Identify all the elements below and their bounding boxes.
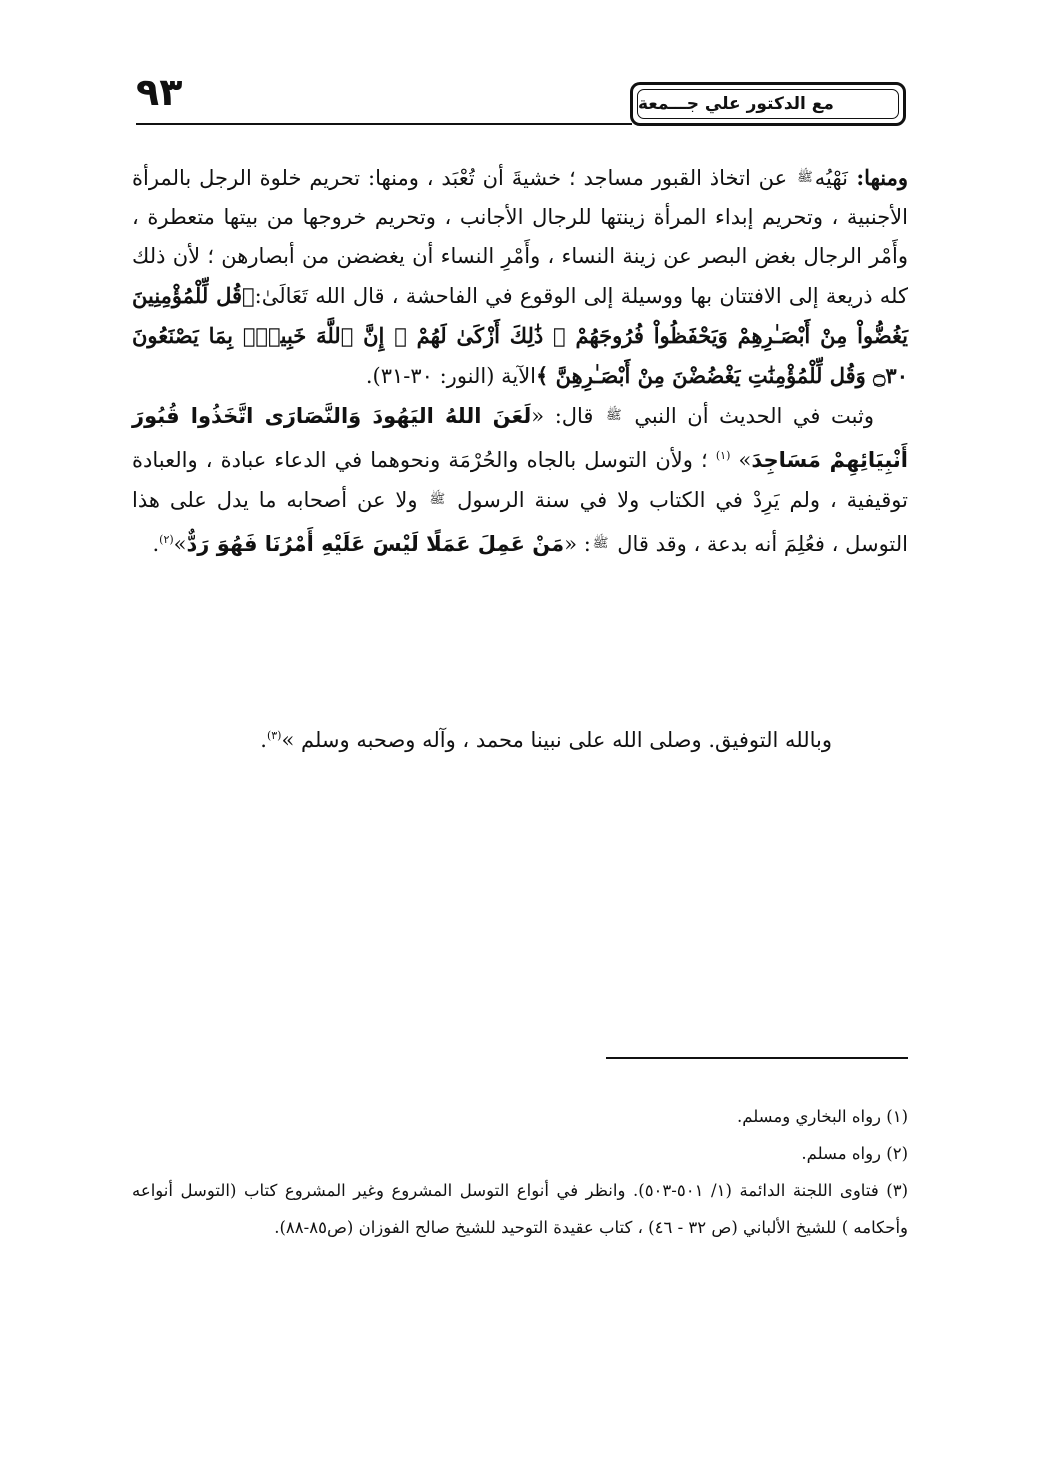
running-title-frame: [630, 82, 906, 126]
paragraph-2-text-a: وثبت في الحديث أن النبي: [634, 404, 874, 428]
paragraph-2-text-h: .: [152, 532, 160, 556]
footnote-1: (١) رواه البخاري ومسلم.: [736, 1107, 908, 1126]
main-text: [132, 158, 908, 564]
footnote-separator: [606, 1057, 908, 1059]
salutation-symbol: ﷺ: [592, 536, 609, 551]
footnotes: [132, 1098, 908, 1246]
paragraph-2-text-g: »: [173, 532, 187, 556]
paragraph-1: [132, 158, 908, 396]
footnote-ref-1: (١): [715, 449, 731, 462]
paragraph-1-text-a: نَهْيُه: [814, 166, 848, 190]
paragraph-2-text-c: »: [738, 448, 752, 472]
paragraph-2: [132, 396, 908, 564]
running-title: مع الدكتور علي جـــمعة: [637, 89, 899, 119]
quran-reference: الآية (النور: ٣٠-٣١).: [365, 364, 537, 388]
salutation-symbol: ﷺ: [606, 408, 622, 423]
salutation-symbol: ﷺ: [429, 492, 446, 507]
paragraph-2-text-b: قال: «: [531, 404, 594, 428]
hadith-2: مَنْ عَمِلَ عَمَلًا لَيْسَ عَلَيْهِ أَمْرُنَا فَهُوَ رَدٌّ: [186, 532, 565, 556]
footnote-ref-2: (٢): [159, 533, 174, 546]
footnote-2: (٢) رواه مسلم.: [801, 1144, 908, 1163]
paragraph-1-lead: ومنها:: [847, 165, 908, 190]
page-number: ٩٣: [136, 70, 183, 114]
hadith-1: لَعَنَ اللهُ اليَهُودَ وَالنَّصَارَى اتَّخَذُوا قُبُورَ أَنْبِيَائِهِمْ مَسَاجِدَ: [132, 404, 908, 472]
header-rule: [136, 123, 632, 125]
paragraph-1-text-b: عن اتخاذ القبور مساجد ؛ خشيةَ أن تُعْبَد ، ومنها: تحريم خلوة الرجل بالمرأة الأجنبية ، وتحريم إبداء المرأة زينتها للرجال الأجانب ، وتحريم خروجها من بيتها متعطرة ، وأَمْر الرجال بغض البصر عن زينة النساء ، وأَمْرِ النساء أن يغضضن من أبصارهن ؛ لأن ذلك كله ذريعة إلى الافتتان بها ووسيلة إلى الوقوع في الفاحشة ، قال الله تَعَالَىٰ:: [132, 166, 908, 308]
footnote-ref-3: (٣): [266, 729, 282, 742]
footnote-3: (٣) فتاوى اللجنة الدائمة (١/ ٥٠١-٥٠٣). وانظر في أنواع التوسل المشروع وغير المشروع كتاب (التوسل أنواعه وأحكامه ) للشيخ الألباني (ص ٣٢ - ٤٦) ، كتاب عقيدة التوحيد للشيخ صالح الفوزان (ص٨٥-٨٨).: [132, 1181, 909, 1237]
closing-line: [132, 716, 832, 760]
paragraph-2-text-e: ولا عن أصحابه ما يدل على هذا التوسل ، فعُلِمَ أنه بدعة ، وقد قال: [132, 488, 908, 556]
quran-verse: ﴿قُل لِّلْمُؤْمِنِينَ يَغُضُّواْ مِنْ أَبْصَـٰرِهِمْ وَيَحْفَظُواْ فُرُوجَهُمْ ۚ ذَٰلِكَ أَزْكَىٰ لَهُمْ ۗ إِنَّ ٱللَّهَ خَبِيرٌۢ بِمَا يَصْنَعُونَ ۝٣٠ وَقُل لِّلْمُؤْمِنَٰتِ يَغْضُضْنَ مِنْ أَبْصَـٰرِهِنَّ ﴾: [132, 283, 908, 388]
paragraph-2-text-f: : «: [564, 532, 591, 556]
closing-end: .: [260, 728, 267, 752]
closing-text: وبالله التوفيق. وصلى الله على نبينا محمد ، وآله وصحبه وسلم »: [281, 728, 832, 752]
salutation-symbol: ﷺ: [797, 170, 813, 185]
paragraph-2-text-d: ؛ ولأن التوسل بالجاه والحُرْمَة ونحوهما في الدعاء عبادة ، والعبادة توقيفية ، ولم يَرِدْ في الكتاب ولا في سنة الرسول: [132, 448, 908, 512]
